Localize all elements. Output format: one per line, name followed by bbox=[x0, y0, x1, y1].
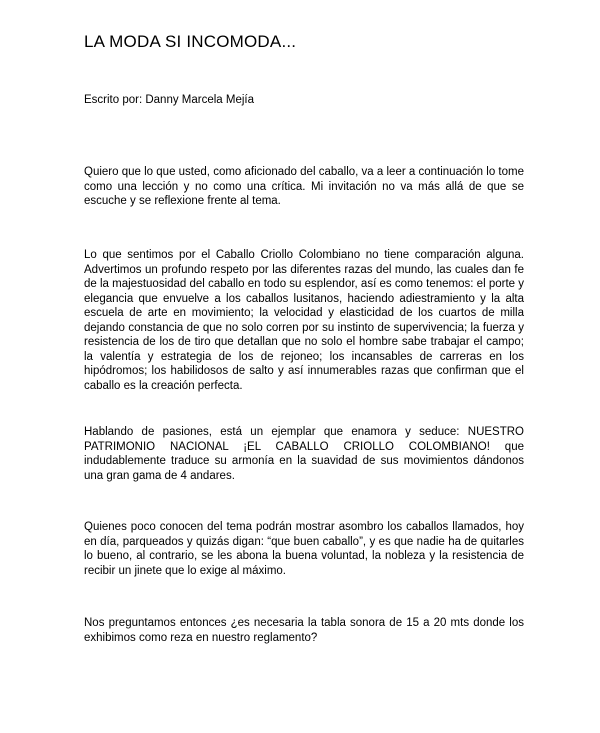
paragraph-question: Nos preguntamos entonces ¿es necesaria la tabla sonora de 15 a 20 mts donde los exhibimos como reza en nuestro reglamento? bbox=[84, 617, 524, 644]
paragraph-parked-horses: Quienes poco conocen del tema podrán mostrar asombro los caballos llamados, hoy en día, parqueados y quizás digan: “que buen caballo”, y es que nadie ha de quitarles lo bueno, al contrario, se les abona la buena voluntad, la nobleza y la resistencia de recibir un jinete que lo exige al máximo. bbox=[84, 521, 524, 577]
paragraph-intro: Quiero que lo que usted, como aficionado del caballo, va a leer a continuación lo tome como una lección y no como una crítica. Mi invitación no va más allá de que se escuche y se reflexione frente al tema. bbox=[84, 166, 524, 207]
document-title: LA MODA SI INCOMODA... bbox=[84, 32, 297, 51]
paragraph-passions: Hablando de pasiones, está un ejemplar que enamora y seduce: NUESTRO PATRIMONIO NACIONAL ¡EL CABALLO CRIOLLO COLOMBIANO! que indudablemente traduce su armonía en la suavidad de sus movimientos dándonos una gran gama de 4 andares. bbox=[84, 426, 524, 482]
author-line: Escrito por: Danny Marcela Mejía bbox=[84, 94, 255, 106]
paragraph-breeds: Lo que sentimos por el Caballo Criollo Colombiano no tiene comparación alguna. Advertimos un profundo respeto por las diferentes razas del mundo, las cuales dan fe de la majestuosidad del caballo en todo su esplendor, así es como tenemos: el porte y elegancia que envuelve a los caballos lusitanos, haciendo adiestramiento y la alta escuela de arte en movimiento; la velocidad y elasticidad de los cuartos de milla dejando constancia de que no solo corren por su instinto de supervivencia; la fuerza y resistencia de los de tiro que detallan que no solo el hombre sabe trabajar el campo; la valentía y estrategia de los de rejoneo; los incansables de carreras en los hipódromos; los habilidosos de salto y así innumerables razas que confirman que el caballo es la creación perfecta. bbox=[84, 249, 524, 392]
